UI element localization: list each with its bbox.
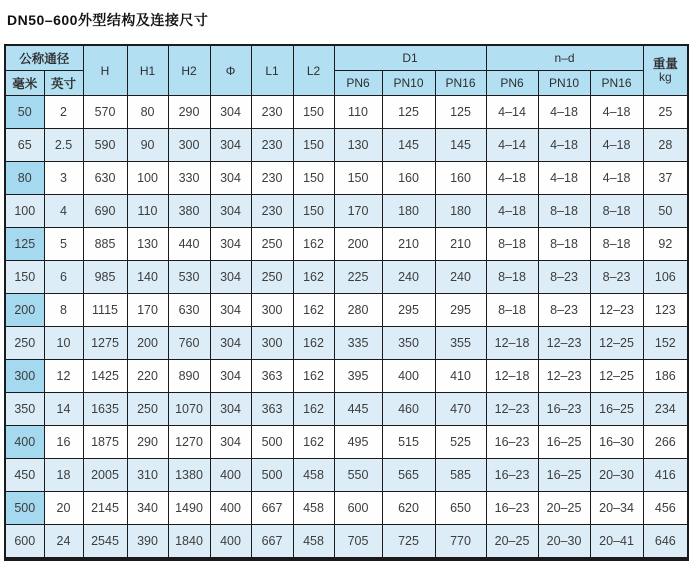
- cell-d1-pn16: 525: [435, 426, 486, 459]
- cell-l2: 150: [293, 96, 334, 129]
- cell-d1-pn6: 200: [334, 228, 382, 261]
- header-nd-pn10: PN10: [538, 71, 590, 96]
- cell-nd-pn16: 20–30: [590, 459, 643, 492]
- cell-d1-pn10: 180: [382, 195, 435, 228]
- cell-mm: 50: [5, 96, 44, 129]
- cell-l1: 363: [251, 393, 293, 426]
- cell-nd-pn16: 20–34: [590, 492, 643, 525]
- cell-nd-pn10: 16–25: [538, 459, 590, 492]
- cell-d1-pn6: 705: [334, 525, 382, 560]
- cell-h2: 630: [168, 294, 210, 327]
- cell-weight: 186: [643, 360, 688, 393]
- cell-h1: 290: [127, 426, 168, 459]
- table-row: [5, 228, 688, 261]
- cell-nd-pn10: 12–23: [538, 360, 590, 393]
- table-row: [5, 459, 688, 492]
- cell-d1-pn6: 170: [334, 195, 382, 228]
- cell-phi: 304: [210, 294, 251, 327]
- table-row: [5, 294, 688, 327]
- cell-l2: 162: [293, 426, 334, 459]
- cell-d1-pn16: 160: [435, 162, 486, 195]
- cell-h2: 1490: [168, 492, 210, 525]
- cell-d1-pn10: 725: [382, 525, 435, 560]
- cell-phi: 304: [210, 162, 251, 195]
- cell-d1-pn6: 280: [334, 294, 382, 327]
- cell-l1: 230: [251, 195, 293, 228]
- cell-nd-pn10: 4–18: [538, 96, 590, 129]
- cell-nd-pn10: 8–23: [538, 261, 590, 294]
- cell-d1-pn6: 550: [334, 459, 382, 492]
- header-l2: L2: [293, 45, 334, 96]
- cell-l1: 230: [251, 162, 293, 195]
- cell-d1-pn10: 460: [382, 393, 435, 426]
- cell-h1: 100: [127, 162, 168, 195]
- cell-phi: 304: [210, 360, 251, 393]
- cell-phi: 400: [210, 525, 251, 560]
- cell-l2: 162: [293, 228, 334, 261]
- cell-inch: 18: [44, 459, 83, 492]
- cell-nd-pn16: 8–18: [590, 195, 643, 228]
- cell-l2: 458: [293, 525, 334, 560]
- cell-inch: 14: [44, 393, 83, 426]
- cell-d1-pn6: 600: [334, 492, 382, 525]
- cell-h: 2145: [83, 492, 127, 525]
- cell-phi: 304: [210, 96, 251, 129]
- cell-d1-pn6: 395: [334, 360, 382, 393]
- cell-l2: 162: [293, 393, 334, 426]
- cell-weight: 106: [643, 261, 688, 294]
- header-nd-group: n–d: [486, 45, 643, 71]
- cell-h2: 890: [168, 360, 210, 393]
- cell-phi: 304: [210, 327, 251, 360]
- cell-h1: 340: [127, 492, 168, 525]
- cell-d1-pn10: 565: [382, 459, 435, 492]
- cell-nd-pn10: 16–25: [538, 426, 590, 459]
- cell-d1-pn10: 125: [382, 96, 435, 129]
- cell-nd-pn10: 4–18: [538, 129, 590, 162]
- cell-d1-pn10: 240: [382, 261, 435, 294]
- cell-h: 570: [83, 96, 127, 129]
- header-nominal-diameter: 公称通径: [5, 45, 83, 71]
- cell-l1: 230: [251, 129, 293, 162]
- header-d1-pn10: PN10: [382, 71, 435, 96]
- cell-inch: 12: [44, 360, 83, 393]
- header-d1-pn16: PN16: [435, 71, 486, 96]
- cell-d1-pn6: 150: [334, 162, 382, 195]
- header-d1-group: D1: [334, 45, 486, 71]
- cell-nd-pn16: 4–18: [590, 96, 643, 129]
- cell-h: 1635: [83, 393, 127, 426]
- cell-nd-pn10: 20–25: [538, 492, 590, 525]
- cell-nd-pn16: 8–23: [590, 261, 643, 294]
- cell-mm: 80: [5, 162, 44, 195]
- cell-d1-pn16: 650: [435, 492, 486, 525]
- cell-nd-pn6: 4–18: [486, 195, 538, 228]
- cell-l1: 363: [251, 360, 293, 393]
- header-row-groups: [5, 45, 688, 71]
- cell-inch: 10: [44, 327, 83, 360]
- cell-l1: 667: [251, 525, 293, 560]
- cell-weight: 266: [643, 426, 688, 459]
- cell-h: 630: [83, 162, 127, 195]
- cell-nd-pn6: 8–18: [486, 294, 538, 327]
- cell-inch: 5: [44, 228, 83, 261]
- cell-weight: 28: [643, 129, 688, 162]
- cell-l1: 230: [251, 96, 293, 129]
- cell-weight: 92: [643, 228, 688, 261]
- cell-l2: 162: [293, 327, 334, 360]
- cell-d1-pn6: 225: [334, 261, 382, 294]
- cell-mm: 125: [5, 228, 44, 261]
- cell-d1-pn16: 210: [435, 228, 486, 261]
- cell-inch: 20: [44, 492, 83, 525]
- table-row: [5, 129, 688, 162]
- cell-nd-pn10: 8–18: [538, 195, 590, 228]
- cell-h1: 130: [127, 228, 168, 261]
- cell-nd-pn6: 16–23: [486, 426, 538, 459]
- cell-weight: 50: [643, 195, 688, 228]
- cell-d1-pn10: 515: [382, 426, 435, 459]
- cell-h2: 1270: [168, 426, 210, 459]
- cell-nd-pn16: 12–25: [590, 327, 643, 360]
- cell-h2: 440: [168, 228, 210, 261]
- cell-d1-pn16: 145: [435, 129, 486, 162]
- cell-h1: 250: [127, 393, 168, 426]
- cell-d1-pn10: 145: [382, 129, 435, 162]
- cell-d1-pn16: 410: [435, 360, 486, 393]
- cell-nd-pn6: 4–14: [486, 129, 538, 162]
- cell-d1-pn6: 495: [334, 426, 382, 459]
- cell-d1-pn10: 295: [382, 294, 435, 327]
- cell-weight: 234: [643, 393, 688, 426]
- cell-h: 590: [83, 129, 127, 162]
- cell-h2: 1380: [168, 459, 210, 492]
- cell-weight: 152: [643, 327, 688, 360]
- cell-l2: 150: [293, 195, 334, 228]
- cell-h2: 330: [168, 162, 210, 195]
- page-title: DN50–600外型结构及连接尺寸: [7, 12, 209, 28]
- cell-d1-pn6: 130: [334, 129, 382, 162]
- cell-weight: 646: [643, 525, 688, 560]
- cell-phi: 304: [210, 261, 251, 294]
- cell-h: 690: [83, 195, 127, 228]
- cell-h2: 760: [168, 327, 210, 360]
- cell-h: 1875: [83, 426, 127, 459]
- cell-l2: 458: [293, 492, 334, 525]
- cell-nd-pn16: 4–18: [590, 129, 643, 162]
- cell-h2: 1070: [168, 393, 210, 426]
- cell-l1: 500: [251, 459, 293, 492]
- cell-inch: 8: [44, 294, 83, 327]
- cell-h1: 200: [127, 327, 168, 360]
- header-h2: H2: [168, 45, 210, 96]
- cell-mm: 200: [5, 294, 44, 327]
- cell-l2: 162: [293, 294, 334, 327]
- cell-d1-pn10: 350: [382, 327, 435, 360]
- header-h1: H1: [127, 45, 168, 96]
- header-mm: 毫米: [5, 71, 44, 96]
- cell-nd-pn6: 16–23: [486, 492, 538, 525]
- cell-nd-pn6: 8–18: [486, 261, 538, 294]
- cell-h: 1425: [83, 360, 127, 393]
- cell-d1-pn16: 355: [435, 327, 486, 360]
- cell-nd-pn6: 12–23: [486, 393, 538, 426]
- cell-d1-pn16: 240: [435, 261, 486, 294]
- cell-nd-pn16: 12–23: [590, 294, 643, 327]
- cell-h: 985: [83, 261, 127, 294]
- cell-nd-pn6: 16–23: [486, 459, 538, 492]
- cell-inch: 24: [44, 525, 83, 560]
- cell-h: 2005: [83, 459, 127, 492]
- table-row: [5, 162, 688, 195]
- cell-nd-pn6: 20–25: [486, 525, 538, 560]
- cell-phi: 400: [210, 459, 251, 492]
- cell-mm: 400: [5, 426, 44, 459]
- header-weight: [643, 45, 688, 96]
- cell-l2: 458: [293, 459, 334, 492]
- table-row: [5, 195, 688, 228]
- cell-inch: 6: [44, 261, 83, 294]
- cell-l1: 500: [251, 426, 293, 459]
- cell-l1: 300: [251, 327, 293, 360]
- header-inch: 英寸: [44, 71, 83, 96]
- cell-h1: 170: [127, 294, 168, 327]
- cell-h1: 390: [127, 525, 168, 560]
- cell-l2: 150: [293, 129, 334, 162]
- cell-mm: 250: [5, 327, 44, 360]
- cell-phi: 304: [210, 228, 251, 261]
- cell-h2: 380: [168, 195, 210, 228]
- cell-nd-pn10: 8–18: [538, 228, 590, 261]
- cell-inch: 4: [44, 195, 83, 228]
- cell-nd-pn6: 4–14: [486, 96, 538, 129]
- cell-inch: 16: [44, 426, 83, 459]
- cell-h1: 110: [127, 195, 168, 228]
- cell-phi: 304: [210, 393, 251, 426]
- cell-nd-pn16: 8–18: [590, 228, 643, 261]
- cell-mm: 150: [5, 261, 44, 294]
- cell-d1-pn16: 180: [435, 195, 486, 228]
- cell-nd-pn16: 16–30: [590, 426, 643, 459]
- table-body: [5, 96, 688, 560]
- cell-nd-pn16: 16–25: [590, 393, 643, 426]
- cell-h1: 220: [127, 360, 168, 393]
- cell-weight: 416: [643, 459, 688, 492]
- cell-weight: 123: [643, 294, 688, 327]
- cell-l1: 250: [251, 261, 293, 294]
- cell-phi: 400: [210, 492, 251, 525]
- table-row: [5, 426, 688, 459]
- cell-l1: 667: [251, 492, 293, 525]
- cell-nd-pn10: 20–30: [538, 525, 590, 560]
- header-nd-pn16: PN16: [590, 71, 643, 96]
- cell-phi: 304: [210, 426, 251, 459]
- cell-h2: 300: [168, 129, 210, 162]
- cell-inch: 3: [44, 162, 83, 195]
- cell-h: 2545: [83, 525, 127, 560]
- cell-d1-pn16: 470: [435, 393, 486, 426]
- cell-nd-pn10: 8–23: [538, 294, 590, 327]
- cell-h1: 90: [127, 129, 168, 162]
- cell-h: 1115: [83, 294, 127, 327]
- cell-nd-pn6: 12–18: [486, 360, 538, 393]
- cell-nd-pn16: 20–41: [590, 525, 643, 560]
- cell-h2: 1840: [168, 525, 210, 560]
- header-weight-unit: kg: [658, 70, 672, 84]
- cell-mm: 350: [5, 393, 44, 426]
- cell-mm: 100: [5, 195, 44, 228]
- table-row: [5, 327, 688, 360]
- cell-d1-pn10: 160: [382, 162, 435, 195]
- cell-l2: 162: [293, 360, 334, 393]
- cell-weight: 37: [643, 162, 688, 195]
- cell-h1: 80: [127, 96, 168, 129]
- table-row: [5, 492, 688, 525]
- header-l1: L1: [251, 45, 293, 96]
- cell-l1: 250: [251, 228, 293, 261]
- cell-mm: 300: [5, 360, 44, 393]
- cell-phi: 304: [210, 129, 251, 162]
- cell-d1-pn6: 335: [334, 327, 382, 360]
- cell-nd-pn10: 12–23: [538, 327, 590, 360]
- cell-nd-pn10: 16–23: [538, 393, 590, 426]
- header-weight-label: 重量: [652, 57, 678, 71]
- cell-d1-pn10: 210: [382, 228, 435, 261]
- cell-d1-pn16: 585: [435, 459, 486, 492]
- cell-d1-pn10: 620: [382, 492, 435, 525]
- header-h: H: [83, 45, 127, 96]
- table-row: [5, 393, 688, 426]
- header-d1-pn6: PN6: [334, 71, 382, 96]
- cell-d1-pn16: 125: [435, 96, 486, 129]
- cell-nd-pn6: 4–18: [486, 162, 538, 195]
- cell-h: 1275: [83, 327, 127, 360]
- cell-phi: 304: [210, 195, 251, 228]
- cell-d1-pn6: 445: [334, 393, 382, 426]
- cell-nd-pn16: 4–18: [590, 162, 643, 195]
- cell-mm: 65: [5, 129, 44, 162]
- table-row: [5, 261, 688, 294]
- header-nd-pn6: PN6: [486, 71, 538, 96]
- cell-weight: 25: [643, 96, 688, 129]
- cell-nd-pn16: 12–25: [590, 360, 643, 393]
- cell-d1-pn10: 400: [382, 360, 435, 393]
- cell-h1: 310: [127, 459, 168, 492]
- cell-d1-pn6: 110: [334, 96, 382, 129]
- cell-inch: 2: [44, 96, 83, 129]
- table-row: [5, 96, 688, 129]
- table-row: [5, 360, 688, 393]
- cell-l2: 150: [293, 162, 334, 195]
- cell-l2: 162: [293, 261, 334, 294]
- cell-nd-pn6: 8–18: [486, 228, 538, 261]
- cell-mm: 600: [5, 525, 44, 560]
- cell-d1-pn16: 770: [435, 525, 486, 560]
- table-row: [5, 525, 688, 560]
- cell-d1-pn16: 295: [435, 294, 486, 327]
- cell-mm: 500: [5, 492, 44, 525]
- cell-nd-pn10: 4–18: [538, 162, 590, 195]
- cell-h: 885: [83, 228, 127, 261]
- table-header: [5, 45, 688, 96]
- cell-h2: 290: [168, 96, 210, 129]
- dimension-table: [4, 44, 689, 561]
- cell-h2: 530: [168, 261, 210, 294]
- cell-weight: 456: [643, 492, 688, 525]
- cell-nd-pn6: 12–18: [486, 327, 538, 360]
- cell-mm: 450: [5, 459, 44, 492]
- cell-inch: 2.5: [44, 129, 83, 162]
- cell-h1: 140: [127, 261, 168, 294]
- header-phi: Φ: [210, 45, 251, 96]
- cell-l1: 300: [251, 294, 293, 327]
